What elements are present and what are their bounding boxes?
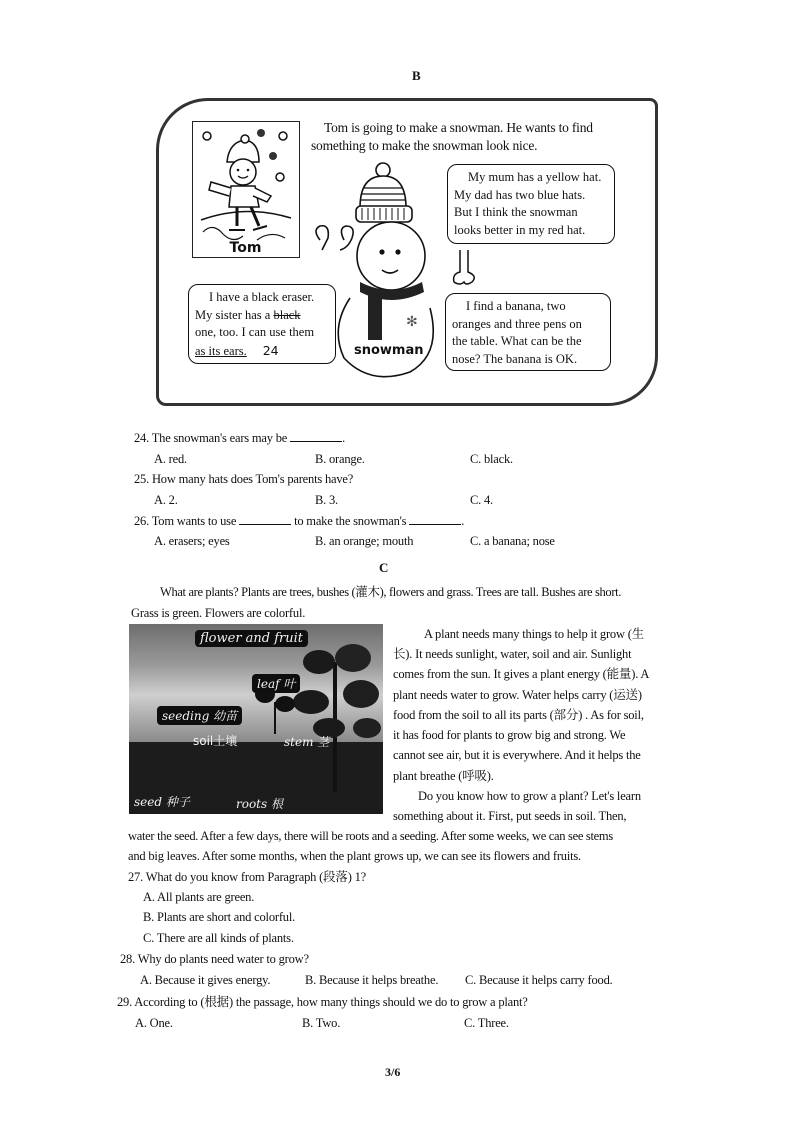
bubble-nose-line-2: oranges and three pens on: [452, 316, 582, 331]
q27-option-b[interactable]: B. Plants are short and colorful.: [143, 910, 296, 924]
q25-option-a[interactable]: A. 2.: [154, 493, 178, 507]
question-26-text-1: 26. Tom wants to use: [134, 514, 237, 528]
tom-label: Tom: [229, 240, 262, 256]
bubble-ears-line-2: [195, 307, 329, 325]
para3-line-3: water the seed. After a few days, there will be roots and a seeding. After some weeks, we can see stems: [128, 829, 613, 843]
para1-line-2: Grass is green. Flowers are colorful.: [131, 606, 306, 620]
section-c-title: C: [379, 560, 389, 575]
intro-line-1: Tom is going to make a snowman. He wants to find: [324, 120, 593, 135]
snowman-label: snowman: [354, 343, 424, 358]
speech-bubble-nose: [445, 293, 611, 371]
q26-option-b[interactable]: B. an orange; mouth: [315, 534, 414, 548]
question-26-tail: .: [461, 514, 465, 528]
tom-illustration: [192, 121, 300, 258]
question-26: [134, 511, 464, 532]
handwritten-mark: 24: [262, 342, 279, 358]
para3-line-1: Do you know how to grow a plant? Let's learn: [418, 789, 641, 803]
bubble-nose-line-4: nose? The banana is OK.: [452, 351, 578, 366]
label-seeding: seeding 幼苗: [157, 706, 242, 725]
bubble-ears-line-4-text: as its ears.: [195, 343, 247, 358]
bubble-hat-line-4: looks better in my red hat.: [454, 222, 586, 237]
q27-option-a[interactable]: A. All plants are green.: [143, 890, 255, 904]
para2-line-2: 长). It needs sunlight, water, soil and air. Sunlight: [393, 647, 632, 661]
question-24-tail: .: [342, 431, 346, 445]
intro-line-2: something to make the snowman look nice.: [311, 138, 538, 153]
question-28: 28. Why do plants need water to grow?: [120, 952, 309, 966]
q28-option-c[interactable]: C. Because it helps carry food.: [465, 973, 613, 987]
bubble-ears-line-2a: My sister has a: [195, 307, 274, 322]
q24-option-c[interactable]: C. black.: [470, 452, 513, 466]
bubble-hat-line-3: But I think the snowman: [454, 205, 578, 219]
answer-blank-1[interactable]: [239, 513, 291, 525]
q24-option-a[interactable]: A. red.: [154, 452, 187, 466]
label-soil: soil土壤: [193, 734, 238, 748]
bubble-hat-line-1: My mum has a yellow hat.: [468, 170, 602, 184]
speech-bubble-ears: [188, 284, 336, 364]
para2-line-6: it has food for plants to grow big and strong. We: [393, 728, 626, 742]
speech-bubble-hat: [447, 164, 615, 244]
para2-line-3: comes from the sun. It gives a plant energy (能量). A: [393, 667, 650, 681]
crossed-word: black: [273, 307, 301, 322]
para2-line-7: cannot see air, but it is everywhere. And it helps the: [393, 748, 641, 762]
q26-option-c[interactable]: C. a banana; nose: [470, 534, 555, 548]
question-26-text-2: to make the snowman's: [294, 514, 407, 528]
answer-blank[interactable]: [290, 430, 342, 442]
bubble-hat-line-2: My dad has two blue hats.: [454, 187, 586, 202]
bubble-nose-line-3: the table. What can be the: [452, 334, 582, 348]
label-stem: stem 茎: [284, 735, 330, 749]
label-seed: seed 种子: [134, 795, 190, 809]
bubble-ears-line-1: I have a black eraser.: [209, 290, 315, 304]
q28-option-a[interactable]: A. Because it gives energy.: [140, 973, 271, 987]
q25-option-c[interactable]: C. 4.: [470, 493, 493, 507]
nose-icon: [450, 250, 480, 290]
q26-option-a[interactable]: A. erasers; eyes: [154, 534, 230, 548]
q29-option-a[interactable]: A. One.: [135, 1016, 173, 1030]
q27-option-c[interactable]: C. There are all kinds of plants.: [143, 931, 294, 945]
q29-option-b[interactable]: B. Two.: [302, 1016, 341, 1030]
question-25: 25. How many hats does Tom's parents have?: [134, 472, 354, 486]
bubble-ears-line-3: one, too. I can use them: [195, 325, 315, 339]
bubble-ears-line-4: [195, 342, 329, 361]
para2-line-4: plant needs water to grow. Water helps carry (运送): [393, 688, 642, 702]
tom-skating-icon: [193, 122, 298, 256]
plant-icon: [289, 632, 383, 792]
svg-text:✻: ✻: [406, 315, 418, 330]
q24-option-b[interactable]: B. orange.: [315, 452, 365, 466]
para2-line-8: plant breathe (呼吸).: [393, 769, 494, 783]
q29-option-c[interactable]: C. Three.: [464, 1016, 509, 1030]
q28-option-b[interactable]: B. Because it helps breathe.: [305, 973, 439, 987]
question-24-text: 24. The snowman's ears may be: [134, 431, 288, 445]
para2-line-5: food from the soil to all its parts (部分) . As for soil,: [393, 708, 644, 722]
question-29: 29. According to (根据) the passage, how many things should we do to grow a plant?: [117, 995, 528, 1009]
answer-blank-2[interactable]: [409, 513, 461, 525]
para1-line-1: What are plants? Plants are trees, bushes (灌木), flowers and grass. Trees are tall. Bushes are short.: [160, 585, 622, 599]
plant-diagram: [129, 624, 383, 814]
section-b-title: B: [412, 68, 421, 83]
para3-line-2: something about it. First, put seeds in soil. Then,: [393, 809, 627, 823]
label-roots: roots 根: [236, 797, 283, 811]
question-27: 27. What do you know from Paragraph (段落) 1?: [128, 870, 366, 884]
para3-line-4: and big leaves. After some months, when the plant grows up, we can see its flowers and fruits.: [128, 849, 581, 863]
bubble-nose-line-1: I find a banana, two: [466, 299, 566, 313]
page-number: 3/6: [385, 1065, 401, 1079]
label-leaf: leaf 叶: [252, 674, 300, 693]
q25-option-b[interactable]: B. 3.: [315, 493, 338, 507]
para2-line-1: A plant needs many things to help it grow (生: [424, 627, 644, 641]
question-24: [134, 428, 345, 449]
label-flower-fruit: flower and fruit: [195, 630, 308, 647]
